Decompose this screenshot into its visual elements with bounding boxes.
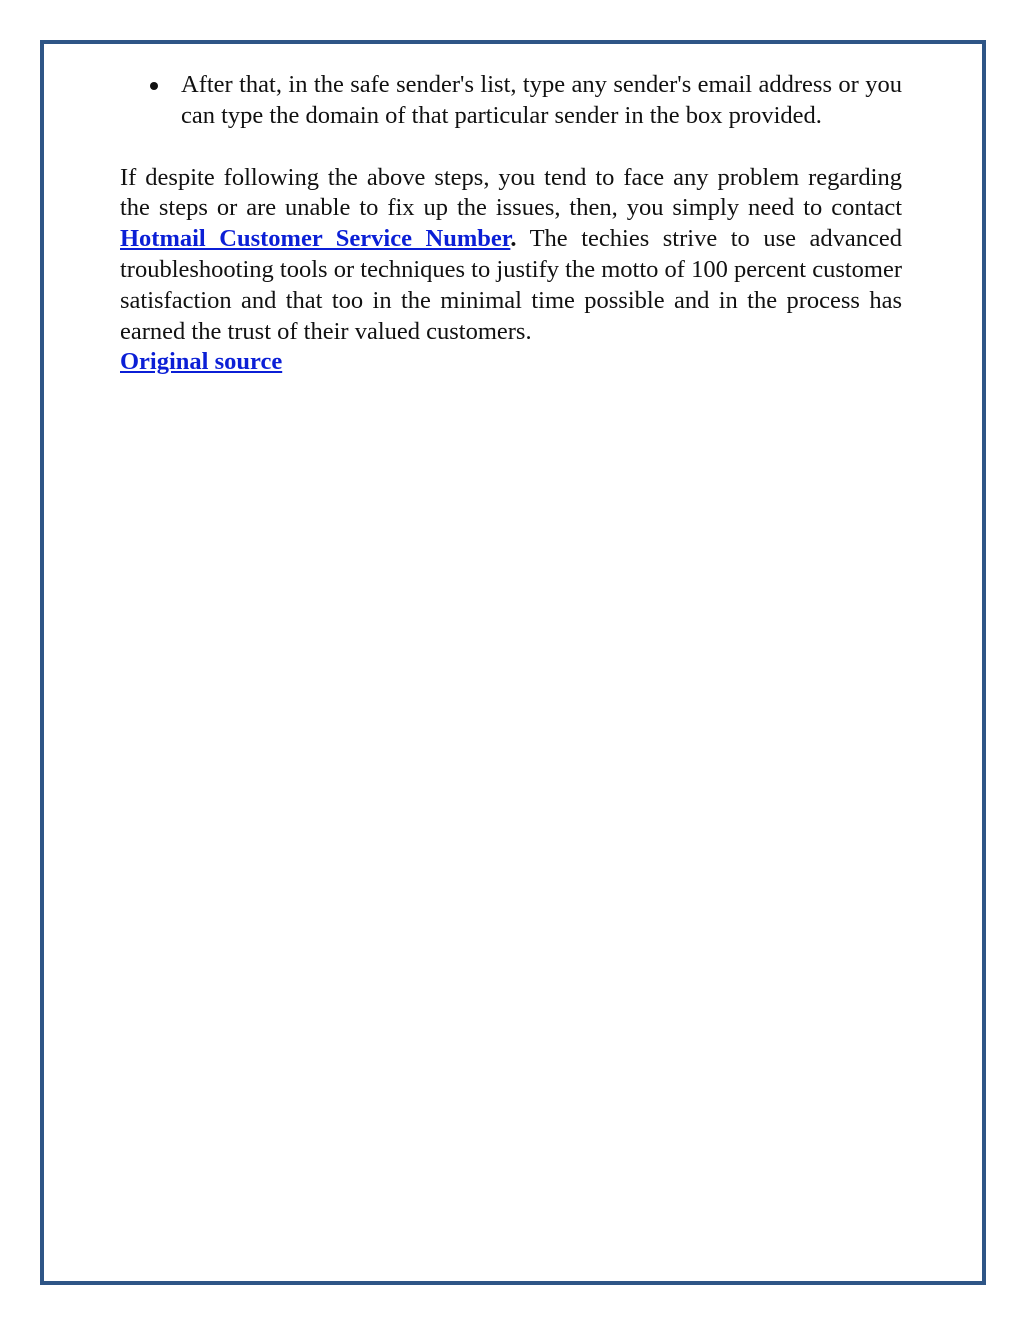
hotmail-customer-service-link[interactable]: Hotmail Customer Service Number [120, 225, 511, 253]
bullet-list [120, 70, 902, 132]
bullet-icon [150, 82, 158, 90]
paragraph-text-after-link: The techies strive to use advanced troubleshooting tools or techniques to justify the motto of 100 percent customer satisfaction and that too in the minimal time possible and in the process has earned the trust of their valued customers. [120, 225, 903, 345]
source-line [120, 347, 902, 378]
paragraph-text-before-link: If despite following the above steps, you tend to face any problem regarding the steps or are unable to fix up the issues, then, you simply need to contact [120, 163, 902, 222]
paragraph-period: . [510, 225, 517, 253]
original-source-link[interactable]: Original source [120, 348, 283, 376]
body-paragraph [120, 163, 902, 348]
list-item [120, 70, 902, 132]
document-content [120, 70, 902, 378]
list-item-text: After that, in the safe sender's list, type any sender's email address or you can type the domain of that particular sender in the box provided. [181, 71, 902, 129]
